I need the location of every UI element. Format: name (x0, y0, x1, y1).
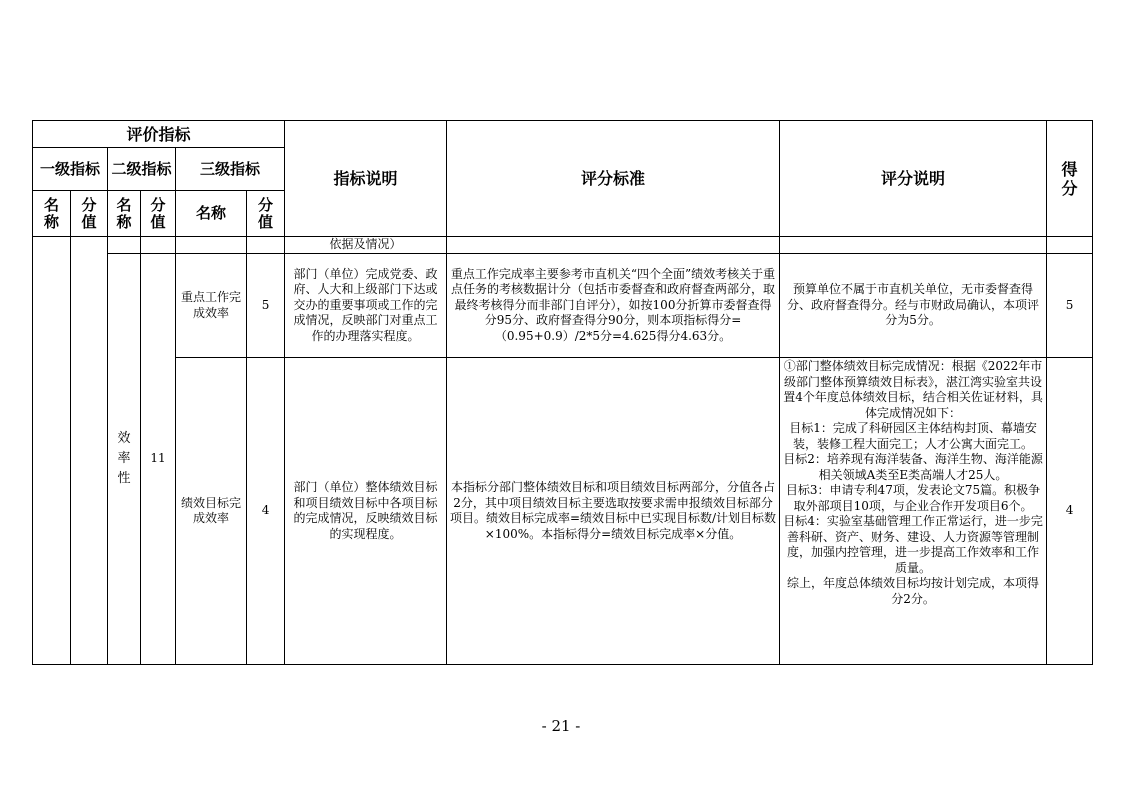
header-l2-value-text: 分值 (150, 195, 166, 231)
level1-value-cell (71, 237, 108, 665)
level2-name-text: 效率性 (117, 431, 131, 486)
level2-name-efficiency (108, 254, 141, 665)
header-score-text: 得分 (1061, 159, 1078, 198)
standard-goal: 本指标分部门整体绩效目标和项目绩效目标两部分，分值各占2分，其中项目绩效目标主要选取按要求需申报绩效目标部分项目。绩效目标完成率=绩效目标中已实现目标数/计划目标数×100%。本指标得分=绩效目标完成率×分值。 (447, 358, 780, 665)
goal-1: 目标1：完成了科研园区主体结构封顶、幕墙安装，装修工程大面完工；人才公寓大面完工。 (789, 421, 1037, 451)
header-l2-value (141, 191, 176, 237)
header-score (1047, 121, 1093, 237)
continued-explanation (780, 237, 1047, 254)
score-goal: 4 (1047, 358, 1093, 665)
description-goal: 部门（单位）整体绩效目标和项目绩效目标中各项目标的完成情况，反映绩效目标的实现程度。 (285, 358, 447, 665)
header-indicator-description: 指标说明 (285, 121, 447, 237)
header-level1-text: 一级指标 (39, 159, 100, 178)
level3-name-goal (176, 358, 247, 665)
page-number: - 21 - (541, 717, 581, 735)
header-l1-value-text: 分值 (81, 195, 97, 231)
level3-name-goal-text: 绩效目标完成效率 (180, 495, 241, 525)
header-l3-value (247, 191, 285, 237)
header-level2-text: 二级指标 (111, 159, 172, 178)
level3-name-key-work (176, 254, 247, 358)
header-l3-name: 名称 (176, 191, 247, 237)
goal-overview: ①部门整体绩效目标完成情况：根据《2022年市级部门整体预算绩效目标表》，湛江湾实验室共设置4个年度总体绩效目标，结合相关佐证材料，具体完成情况如下： (783, 359, 1043, 420)
header-l1-name-text: 名称 (43, 195, 59, 231)
header-evaluation-indicators: 评价指标 (33, 121, 285, 148)
evaluation-table (32, 120, 1093, 665)
header-l2-name (108, 191, 141, 237)
continued-score (1047, 237, 1093, 254)
level3-value-cell-top (247, 237, 285, 254)
header-l1-name (33, 191, 71, 237)
level2-value-cell-top (141, 237, 176, 254)
level1-name-cell (33, 237, 71, 665)
level3-value-key-work: 5 (247, 254, 285, 358)
header-level3: 三级指标 (176, 148, 285, 191)
description-key-work: 部门（单位）完成党委、政府、人大和上级部门下达或交办的重要事项或工作的完成情况，反映部门对重点工作的办理落实程度。 (285, 254, 447, 358)
explanation-goal (780, 358, 1047, 665)
header-level2 (108, 148, 176, 191)
header-l3-value-text: 分值 (257, 195, 273, 231)
level2-value-efficiency: 11 (141, 254, 176, 665)
header-l1-value (71, 191, 108, 237)
header-level1 (33, 148, 108, 191)
header-l2-name-text: 名称 (116, 195, 132, 231)
score-key-work: 5 (1047, 254, 1093, 358)
level3-name-key-work-text: 重点工作完成效率 (180, 290, 241, 320)
continued-description: 依据及情况） (285, 237, 447, 254)
standard-key-work: 重点工作完成率主要参考市直机关“四个全面”绩效考核关于重点任务的考核数据计分（包括市委督查和政府督查两部分，取最终考核得分而非部门自评分），如按100分折算市委督查得分95分、政府督查得分90分，则本项指标得分=（0.95+0.9）/2*5分=4.625得分4.63分。 (447, 254, 780, 358)
explanation-key-work: 预算单位不属于市直机关单位，无市委督查得分、政府督查得分。经与市财政局确认，本项评分为5分。 (780, 254, 1047, 358)
continued-standard (447, 237, 780, 254)
goal-4: 目标4：实验室基础管理工作正常运行，进一步完善科研、资产、财务、建设、人力资源等管理制度，加强内控管理，进一步提高工作效率和工作质量。 (783, 514, 1043, 575)
goal-2: 目标2：培养现有海洋装备、海洋生物、海洋能源相关领域A类至E类高端人才25人。 (783, 452, 1043, 482)
goal-3: 目标3：申请专利47项，发表论文75篇。积极争取外部项目10项，与企业合作开发项目6个。 (785, 483, 1041, 513)
level2-name-cell-top (108, 237, 141, 254)
header-scoring-explanation: 评分说明 (780, 121, 1047, 237)
level3-value-goal: 4 (247, 358, 285, 665)
level3-name-cell-top (176, 237, 247, 254)
goal-summary: 综上，年度总体绩效目标均按计划完成，本项得分2分。 (787, 576, 1040, 606)
header-scoring-standard: 评分标准 (447, 121, 780, 237)
